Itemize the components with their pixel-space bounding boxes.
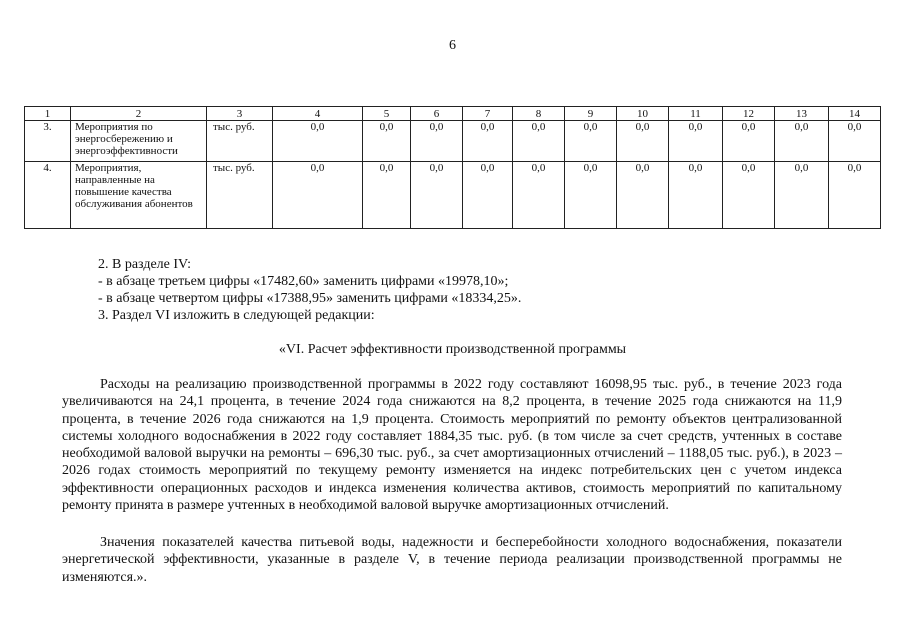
table-cell: 0,0	[411, 162, 463, 229]
program-table	[24, 106, 881, 229]
row-unit: тыс. руб.	[207, 162, 273, 229]
column-header: 4	[273, 107, 363, 121]
table-cell: 0,0	[669, 121, 723, 162]
table-cell: 0,0	[273, 121, 363, 162]
table-cell: 0,0	[363, 162, 411, 229]
table-header-row	[25, 107, 881, 121]
row-number: 4.	[25, 162, 71, 229]
paragraph-text: Расходы на реализацию производственной программы в 2022 году составляют 16098,95 тыс. руб., в течение 2023 года увеличиваются на 24,1 процента, в течение 2024 года снижаются на 8,2 процента, в течение 2025 года снижаются на 11,9 процента, в течение 2026 года снижаются на 1,9 процента. Стоимость мероприятий по ремонту объектов централизованной системы холодного водоснабжения в 2022 году составляет 1884,35 тыс. руб. (в том числе за счет средств, учтенных в составе необходимой валовой выручки на ремонты – 696,30 тыс. руб., за счет амортизационных отчислений – 1188,05 тыс. руб.), в 2023 – 2026 годах стоимость мероприятий по текущему ремонту изменяется на индекс потребительских цен с учетом индекса эффективности операционных расходов и индекса изменения количества активов, стоимость мероприятий по капитальному ремонту принята в размере учтенных в необходимой валовой выручке амортизационных отчислений.	[62, 377, 842, 514]
table-row	[25, 121, 881, 162]
table-cell: 0,0	[723, 121, 775, 162]
table-cell: 0,0	[723, 162, 775, 229]
table-cell: 0,0	[565, 121, 617, 162]
table-cell: 0,0	[565, 162, 617, 229]
amendment-section-vi: 3. Раздел VI изложить в следующей редакции:	[98, 308, 375, 323]
table-cell: 0,0	[775, 121, 829, 162]
paragraph	[62, 376, 842, 514]
column-header: 13	[775, 107, 829, 121]
table-cell: 0,0	[617, 121, 669, 162]
table-cell: 0,0	[273, 162, 363, 229]
row-name: Мероприятия по энергосбережению и энергоэффективности	[71, 121, 207, 162]
table-cell: 0,0	[775, 162, 829, 229]
column-header: 14	[829, 107, 881, 121]
table-cell: 0,0	[463, 162, 513, 229]
page-number: 6	[449, 38, 456, 53]
column-header: 11	[669, 107, 723, 121]
table-cell: 0,0	[363, 121, 411, 162]
row-unit: тыс. руб.	[207, 121, 273, 162]
table-cell: 0,0	[669, 162, 723, 229]
column-header: 1	[25, 107, 71, 121]
column-header: 12	[723, 107, 775, 121]
amendment-paragraph-3: - в абзаце третьем цифры «17482,60» заменить цифрами «19978,10»;	[98, 274, 509, 289]
column-header: 6	[411, 107, 463, 121]
section-title: «VI. Расчет эффективности производственной программы	[278, 342, 627, 357]
table-cell: 0,0	[829, 162, 881, 229]
amendment-section-iv: 2. В разделе IV:	[98, 257, 191, 272]
table-cell: 0,0	[513, 121, 565, 162]
paragraph-text: Значения показателей качества питьевой воды, надежности и бесперебойности холодного водоснабжения, показатели энергетической эффективности, указанные в разделе V, в течение периода реализации производственной программы не изменяются.».	[62, 535, 842, 585]
table-cell: 0,0	[617, 162, 669, 229]
table-cell: 0,0	[829, 121, 881, 162]
column-header: 8	[513, 107, 565, 121]
table-row	[25, 162, 881, 229]
table-cell: 0,0	[513, 162, 565, 229]
table-cell: 0,0	[463, 121, 513, 162]
column-header: 9	[565, 107, 617, 121]
column-header: 10	[617, 107, 669, 121]
row-name: Мероприятия, направленные на повышение качества обслуживания абонентов	[71, 162, 207, 229]
column-header: 5	[363, 107, 411, 121]
column-header: 7	[463, 107, 513, 121]
column-header: 3	[207, 107, 273, 121]
column-header: 2	[71, 107, 207, 121]
row-number: 3.	[25, 121, 71, 162]
paragraph	[62, 534, 842, 586]
table-cell: 0,0	[411, 121, 463, 162]
amendment-paragraph-4: - в абзаце четвертом цифры «17388,95» заменить цифрами «18334,25».	[98, 291, 522, 306]
